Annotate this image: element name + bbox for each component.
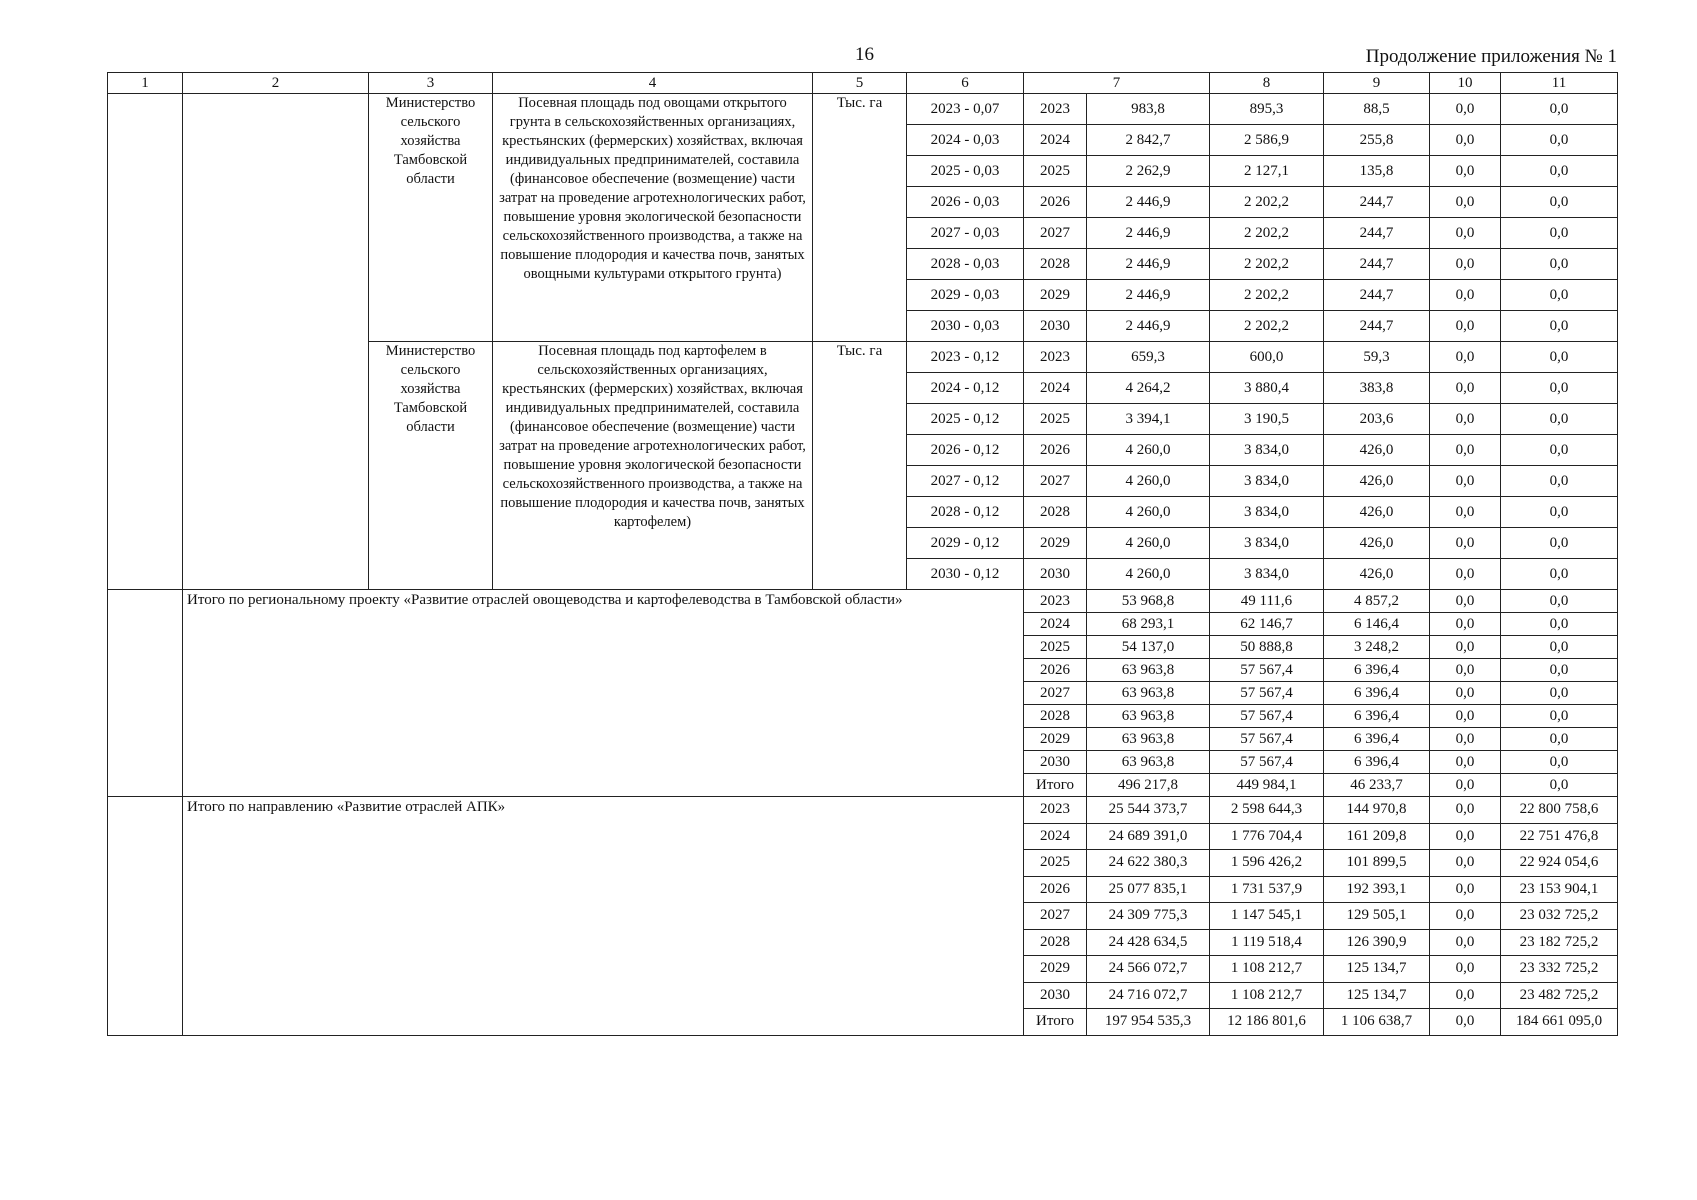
amount-cell: 2 446,9 <box>1087 187 1210 218</box>
target-value-cell: 2029 - 0,12 <box>907 528 1024 559</box>
amount-cell: 57 567,4 <box>1210 705 1324 728</box>
year-cell: Итого <box>1024 1009 1087 1036</box>
amount-cell: 600,0 <box>1210 342 1324 373</box>
column-number-header: 7 <box>1024 73 1210 94</box>
amount-cell: 1 731 537,9 <box>1210 876 1324 903</box>
amount-cell: 255,8 <box>1324 125 1430 156</box>
year-cell: 2024 <box>1024 823 1087 850</box>
amount-cell: 46 233,7 <box>1324 774 1430 797</box>
amount-cell: 2 202,2 <box>1210 218 1324 249</box>
amount-cell: 0,0 <box>1430 590 1501 613</box>
year-cell: 2023 <box>1024 94 1087 125</box>
amount-cell: 426,0 <box>1324 559 1430 590</box>
amount-cell: 3 834,0 <box>1210 435 1324 466</box>
amount-cell: 6 396,4 <box>1324 705 1430 728</box>
amount-cell: 0,0 <box>1430 1009 1501 1036</box>
amount-cell: 49 111,6 <box>1210 590 1324 613</box>
amount-cell: 135,8 <box>1324 156 1430 187</box>
year-cell: 2030 <box>1024 311 1087 342</box>
amount-cell: 62 146,7 <box>1210 613 1324 636</box>
page-number: 16 <box>855 44 874 65</box>
amount-cell: 6 146,4 <box>1324 613 1430 636</box>
year-cell: 2030 <box>1024 559 1087 590</box>
amount-cell: 24 689 391,0 <box>1087 823 1210 850</box>
year-cell: 2029 <box>1024 956 1087 983</box>
amount-cell: 63 963,8 <box>1087 682 1210 705</box>
column-number-header: 5 <box>813 73 907 94</box>
year-cell: Итого <box>1024 774 1087 797</box>
amount-cell: 0,0 <box>1501 590 1618 613</box>
amount-cell: 3 394,1 <box>1087 404 1210 435</box>
amount-cell: 24 622 380,3 <box>1087 850 1210 877</box>
amount-cell: 0,0 <box>1430 982 1501 1009</box>
col1-cell <box>108 797 183 1036</box>
amount-cell: 0,0 <box>1430 705 1501 728</box>
amount-cell: 88,5 <box>1324 94 1430 125</box>
amount-cell: 2 202,2 <box>1210 311 1324 342</box>
amount-cell: 2 202,2 <box>1210 280 1324 311</box>
amount-cell: 0,0 <box>1501 466 1618 497</box>
amount-cell: 63 963,8 <box>1087 751 1210 774</box>
amount-cell: 426,0 <box>1324 435 1430 466</box>
amount-cell: 0,0 <box>1430 466 1501 497</box>
amount-cell: 244,7 <box>1324 311 1430 342</box>
amount-cell: 426,0 <box>1324 528 1430 559</box>
amount-cell: 0,0 <box>1501 528 1618 559</box>
amount-cell: 2 262,9 <box>1087 156 1210 187</box>
amount-cell: 0,0 <box>1430 249 1501 280</box>
target-value-cell: 2027 - 0,03 <box>907 218 1024 249</box>
amount-cell: 24 566 072,7 <box>1087 956 1210 983</box>
amount-cell: 659,3 <box>1087 342 1210 373</box>
year-cell: 2029 <box>1024 528 1087 559</box>
target-value-cell: 2024 - 0,03 <box>907 125 1024 156</box>
amount-cell: 50 888,8 <box>1210 636 1324 659</box>
amount-cell: 0,0 <box>1501 728 1618 751</box>
amount-cell: 1 108 212,7 <box>1210 956 1324 983</box>
column-number-header: 9 <box>1324 73 1430 94</box>
target-value-cell: 2030 - 0,12 <box>907 559 1024 590</box>
amount-cell: 0,0 <box>1501 613 1618 636</box>
amount-cell: 0,0 <box>1501 774 1618 797</box>
amount-cell: 0,0 <box>1430 156 1501 187</box>
column-number-header: 10 <box>1430 73 1501 94</box>
amount-cell: 57 567,4 <box>1210 682 1324 705</box>
target-value-cell: 2026 - 0,12 <box>907 435 1024 466</box>
totals-label-cell: Итого по направлению «Развитие отраслей АПК» <box>183 797 1024 1036</box>
amount-cell: 1 776 704,4 <box>1210 823 1324 850</box>
amount-cell: 3 834,0 <box>1210 497 1324 528</box>
amount-cell: 4 260,0 <box>1087 497 1210 528</box>
amount-cell: 197 954 535,3 <box>1087 1009 1210 1036</box>
amount-cell: 426,0 <box>1324 497 1430 528</box>
amount-cell: 101 899,5 <box>1324 850 1430 877</box>
amount-cell: 57 567,4 <box>1210 728 1324 751</box>
year-cell: 2027 <box>1024 466 1087 497</box>
totals-row <box>108 590 1618 613</box>
amount-cell: 0,0 <box>1501 218 1618 249</box>
amount-cell: 0,0 <box>1430 559 1501 590</box>
amount-cell: 449 984,1 <box>1210 774 1324 797</box>
amount-cell: 244,7 <box>1324 249 1430 280</box>
target-value-cell: 2029 - 0,03 <box>907 280 1024 311</box>
column-number-header: 1 <box>108 73 183 94</box>
amount-cell: 1 119 518,4 <box>1210 929 1324 956</box>
organization-cell: Министерство сельского хозяйства Тамбовской области <box>369 342 493 590</box>
column-number-header: 6 <box>907 73 1024 94</box>
amount-cell: 0,0 <box>1501 751 1618 774</box>
indicator-description-cell: Посевная площадь под овощами открытого грунта в сельскохозяйственных организациях, крестьянских (фермерских) хозяйствах, включая индивидуальных предпринимателей, составила (финансовое обеспечение (возмещение) части затрат на проведение агротехнологических работ, повышение уровня экологической безопасности сельскохозяйственного производства, а также на повышение плодородия и качества почв, занятых овощными культурами открытого грунта) <box>493 94 813 342</box>
amount-cell: 2 202,2 <box>1210 249 1324 280</box>
amount-cell: 6 396,4 <box>1324 728 1430 751</box>
target-value-cell: 2028 - 0,12 <box>907 497 1024 528</box>
amount-cell: 0,0 <box>1430 613 1501 636</box>
col2-cell <box>183 94 369 590</box>
year-cell: 2023 <box>1024 590 1087 613</box>
year-cell: 2024 <box>1024 125 1087 156</box>
amount-cell: 0,0 <box>1501 187 1618 218</box>
amount-cell: 1 106 638,7 <box>1324 1009 1430 1036</box>
target-value-cell: 2025 - 0,12 <box>907 404 1024 435</box>
amount-cell: 0,0 <box>1430 94 1501 125</box>
amount-cell: 68 293,1 <box>1087 613 1210 636</box>
amount-cell: 0,0 <box>1501 94 1618 125</box>
year-cell: 2028 <box>1024 249 1087 280</box>
amount-cell: 0,0 <box>1501 125 1618 156</box>
amount-cell: 0,0 <box>1430 311 1501 342</box>
amount-cell: 0,0 <box>1430 929 1501 956</box>
target-value-cell: 2028 - 0,03 <box>907 249 1024 280</box>
year-cell: 2027 <box>1024 682 1087 705</box>
amount-cell: 4 260,0 <box>1087 435 1210 466</box>
amount-cell: 25 544 373,7 <box>1087 797 1210 824</box>
organization-cell: Министерство сельского хозяйства Тамбовской области <box>369 94 493 342</box>
indicator-description-cell: Посевная площадь под картофелем в сельскохозяйственных организациях, крестьянских (фермерских) хозяйствах, включая индивидуальных предпринимателей, составила (финансовое обеспечение (возмещение) части затрат на проведение агротехнологических работ, повышение уровня экологической безопасности сельскохозяйственного производства, а также на повышение плодородия и качества почв, занятых картофелем) <box>493 342 813 590</box>
amount-cell: 0,0 <box>1430 404 1501 435</box>
year-cell: 2028 <box>1024 497 1087 528</box>
appendix-continuation-label: Продолжение приложения № 1 <box>1365 46 1617 67</box>
year-cell: 2030 <box>1024 982 1087 1009</box>
target-value-cell: 2023 - 0,12 <box>907 342 1024 373</box>
amount-cell: 0,0 <box>1501 311 1618 342</box>
year-cell: 2025 <box>1024 404 1087 435</box>
amount-cell: 4 260,0 <box>1087 559 1210 590</box>
amount-cell: 4 264,2 <box>1087 373 1210 404</box>
amount-cell: 161 209,8 <box>1324 823 1430 850</box>
year-cell: 2024 <box>1024 613 1087 636</box>
amount-cell: 125 134,7 <box>1324 956 1430 983</box>
amount-cell: 244,7 <box>1324 218 1430 249</box>
amount-cell: 0,0 <box>1430 797 1501 824</box>
amount-cell: 0,0 <box>1430 876 1501 903</box>
amount-cell: 0,0 <box>1430 728 1501 751</box>
year-cell: 2028 <box>1024 705 1087 728</box>
amount-cell: 4 260,0 <box>1087 528 1210 559</box>
amount-cell: 192 393,1 <box>1324 876 1430 903</box>
amount-cell: 0,0 <box>1501 435 1618 466</box>
amount-cell: 23 032 725,2 <box>1501 903 1618 930</box>
amount-cell: 0,0 <box>1501 659 1618 682</box>
amount-cell: 0,0 <box>1501 156 1618 187</box>
amount-cell: 0,0 <box>1501 404 1618 435</box>
amount-cell: 244,7 <box>1324 187 1430 218</box>
amount-cell: 22 800 758,6 <box>1501 797 1618 824</box>
target-value-cell: 2030 - 0,03 <box>907 311 1024 342</box>
amount-cell: 24 716 072,7 <box>1087 982 1210 1009</box>
col1-cell <box>108 94 183 590</box>
amount-cell: 2 446,9 <box>1087 218 1210 249</box>
amount-cell: 0,0 <box>1501 705 1618 728</box>
amount-cell: 2 202,2 <box>1210 187 1324 218</box>
unit-cell: Тыс. га <box>813 94 907 342</box>
amount-cell: 3 248,2 <box>1324 636 1430 659</box>
amount-cell: 983,8 <box>1087 94 1210 125</box>
amount-cell: 6 396,4 <box>1324 682 1430 705</box>
amount-cell: 1 596 426,2 <box>1210 850 1324 877</box>
year-cell: 2023 <box>1024 342 1087 373</box>
target-value-cell: 2023 - 0,07 <box>907 94 1024 125</box>
amount-cell: 2 127,1 <box>1210 156 1324 187</box>
amount-cell: 53 968,8 <box>1087 590 1210 613</box>
amount-cell: 0,0 <box>1430 956 1501 983</box>
year-cell: 2029 <box>1024 728 1087 751</box>
amount-cell: 0,0 <box>1430 682 1501 705</box>
column-number-header: 2 <box>183 73 369 94</box>
amount-cell: 184 661 095,0 <box>1501 1009 1618 1036</box>
year-cell: 2027 <box>1024 903 1087 930</box>
column-number-header: 11 <box>1501 73 1618 94</box>
year-cell: 2025 <box>1024 636 1087 659</box>
totals-label-cell: Итого по региональному проекту «Развитие отраслей овощеводства и картофелеводства в Тамбовской области» <box>183 590 1024 797</box>
year-cell: 2027 <box>1024 218 1087 249</box>
amount-cell: 0,0 <box>1430 497 1501 528</box>
col1-cell <box>108 590 183 797</box>
amount-cell: 0,0 <box>1430 218 1501 249</box>
amount-cell: 0,0 <box>1430 528 1501 559</box>
amount-cell: 0,0 <box>1501 559 1618 590</box>
year-cell: 2030 <box>1024 751 1087 774</box>
amount-cell: 0,0 <box>1501 682 1618 705</box>
amount-cell: 57 567,4 <box>1210 659 1324 682</box>
amount-cell: 895,3 <box>1210 94 1324 125</box>
target-value-cell: 2024 - 0,12 <box>907 373 1024 404</box>
amount-cell: 0,0 <box>1501 342 1618 373</box>
amount-cell: 426,0 <box>1324 466 1430 497</box>
amount-cell: 2 446,9 <box>1087 311 1210 342</box>
amount-cell: 3 834,0 <box>1210 559 1324 590</box>
amount-cell: 63 963,8 <box>1087 728 1210 751</box>
amount-cell: 0,0 <box>1430 659 1501 682</box>
amount-cell: 0,0 <box>1501 497 1618 528</box>
amount-cell: 0,0 <box>1430 903 1501 930</box>
amount-cell: 22 924 054,6 <box>1501 850 1618 877</box>
amount-cell: 2 586,9 <box>1210 125 1324 156</box>
target-value-cell: 2027 - 0,12 <box>907 466 1024 497</box>
amount-cell: 0,0 <box>1430 373 1501 404</box>
amount-cell: 24 309 775,3 <box>1087 903 1210 930</box>
amount-cell: 129 505,1 <box>1324 903 1430 930</box>
amount-cell: 0,0 <box>1430 850 1501 877</box>
year-cell: 2024 <box>1024 373 1087 404</box>
amount-cell: 0,0 <box>1430 187 1501 218</box>
amount-cell: 4 260,0 <box>1087 466 1210 497</box>
year-cell: 2023 <box>1024 797 1087 824</box>
amount-cell: 22 751 476,8 <box>1501 823 1618 850</box>
amount-cell: 0,0 <box>1501 373 1618 404</box>
amount-cell: 6 396,4 <box>1324 659 1430 682</box>
amount-cell: 0,0 <box>1501 249 1618 280</box>
amount-cell: 54 137,0 <box>1087 636 1210 659</box>
amount-cell: 3 834,0 <box>1210 466 1324 497</box>
amount-cell: 25 077 835,1 <box>1087 876 1210 903</box>
amount-cell: 383,8 <box>1324 373 1430 404</box>
amount-cell: 1 147 545,1 <box>1210 903 1324 930</box>
column-number-row <box>108 73 1618 94</box>
amount-cell: 23 482 725,2 <box>1501 982 1618 1009</box>
amount-cell: 6 396,4 <box>1324 751 1430 774</box>
amount-cell: 125 134,7 <box>1324 982 1430 1009</box>
year-cell: 2025 <box>1024 156 1087 187</box>
totals-row <box>108 797 1618 824</box>
year-cell: 2026 <box>1024 659 1087 682</box>
year-cell: 2026 <box>1024 187 1087 218</box>
target-value-cell: 2026 - 0,03 <box>907 187 1024 218</box>
year-cell: 2025 <box>1024 850 1087 877</box>
amount-cell: 0,0 <box>1430 774 1501 797</box>
amount-cell: 2 842,7 <box>1087 125 1210 156</box>
amount-cell: 4 857,2 <box>1324 590 1430 613</box>
amount-cell: 0,0 <box>1430 636 1501 659</box>
amount-cell: 63 963,8 <box>1087 705 1210 728</box>
amount-cell: 59,3 <box>1324 342 1430 373</box>
amount-cell: 3 834,0 <box>1210 528 1324 559</box>
amount-cell: 0,0 <box>1430 435 1501 466</box>
unit-cell: Тыс. га <box>813 342 907 590</box>
column-number-header: 3 <box>369 73 493 94</box>
year-cell: 2028 <box>1024 929 1087 956</box>
column-number-header: 4 <box>493 73 813 94</box>
amount-cell: 3 880,4 <box>1210 373 1324 404</box>
amount-cell: 496 217,8 <box>1087 774 1210 797</box>
table-row <box>108 94 1618 125</box>
amount-cell: 0,0 <box>1430 823 1501 850</box>
amount-cell: 144 970,8 <box>1324 797 1430 824</box>
year-cell: 2029 <box>1024 280 1087 311</box>
amount-cell: 2 598 644,3 <box>1210 797 1324 824</box>
year-cell: 2026 <box>1024 876 1087 903</box>
amount-cell: 57 567,4 <box>1210 751 1324 774</box>
amount-cell: 23 153 904,1 <box>1501 876 1618 903</box>
amount-cell: 2 446,9 <box>1087 249 1210 280</box>
amount-cell: 2 446,9 <box>1087 280 1210 311</box>
amount-cell: 1 108 212,7 <box>1210 982 1324 1009</box>
amount-cell: 0,0 <box>1430 751 1501 774</box>
amount-cell: 126 390,9 <box>1324 929 1430 956</box>
amount-cell: 24 428 634,5 <box>1087 929 1210 956</box>
amount-cell: 3 190,5 <box>1210 404 1324 435</box>
amount-cell: 0,0 <box>1501 280 1618 311</box>
amount-cell: 63 963,8 <box>1087 659 1210 682</box>
target-value-cell: 2025 - 0,03 <box>907 156 1024 187</box>
amount-cell: 203,6 <box>1324 404 1430 435</box>
amount-cell: 23 182 725,2 <box>1501 929 1618 956</box>
amount-cell: 244,7 <box>1324 280 1430 311</box>
amount-cell: 23 332 725,2 <box>1501 956 1618 983</box>
amount-cell: 0,0 <box>1430 280 1501 311</box>
amount-cell: 0,0 <box>1501 636 1618 659</box>
amount-cell: 0,0 <box>1430 125 1501 156</box>
column-number-header: 8 <box>1210 73 1324 94</box>
amount-cell: 12 186 801,6 <box>1210 1009 1324 1036</box>
appendix-table <box>107 72 1618 1036</box>
year-cell: 2026 <box>1024 435 1087 466</box>
amount-cell: 0,0 <box>1430 342 1501 373</box>
